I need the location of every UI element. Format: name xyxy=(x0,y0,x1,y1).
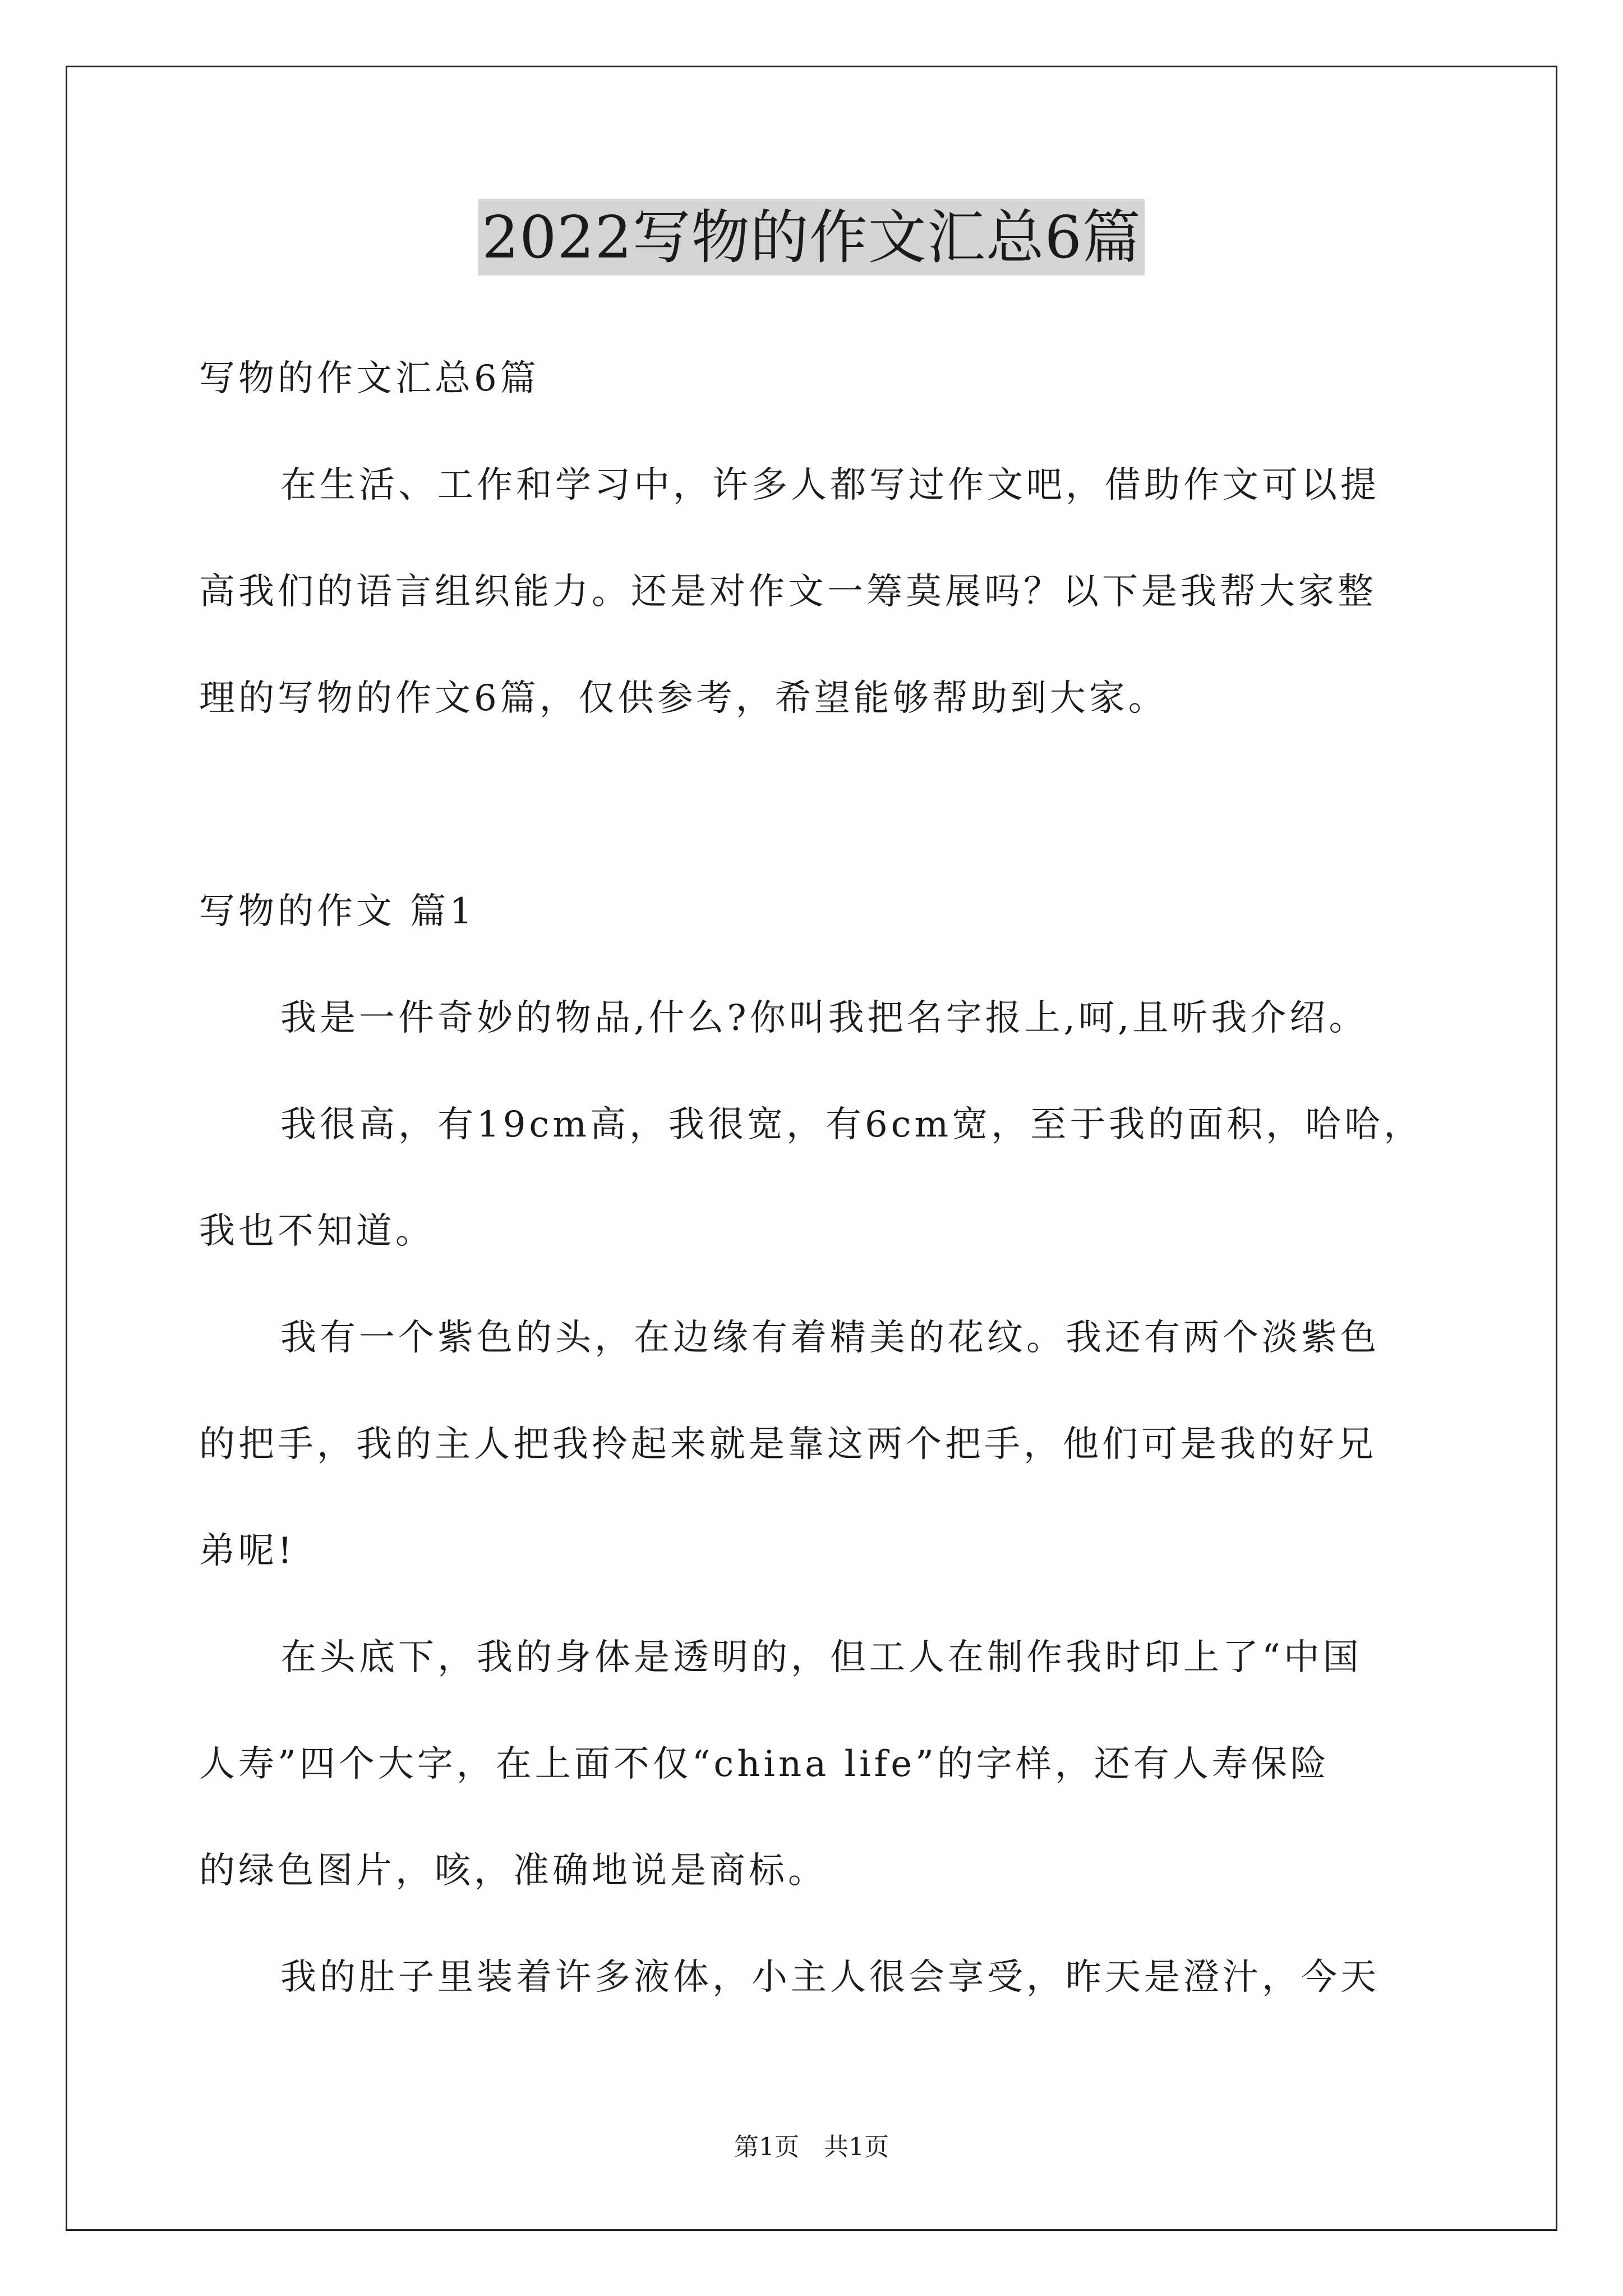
body-line-6: 弟呢! xyxy=(199,1530,296,1572)
intro-line-1: 在生活、工作和学习中，许多人都写过作文吧，借助作文可以提 xyxy=(280,464,1380,506)
body-line-10: 我的肚子里装着许多液体，小主人很会享受，昨天是澄汁，今天 xyxy=(280,1957,1380,1998)
intro-line-3: 理的写物的作文6篇，仅供参考，希望能够帮助到大家。 xyxy=(199,678,1168,719)
body-line-4: 我有一个紫色的头，在边缘有着精美的花纹。我还有两个淡紫色 xyxy=(280,1317,1380,1359)
body-line-2: 我很高，有19cm高，我很宽，有6cm宽，至于我的面积，哈哈， xyxy=(280,1104,1423,1145)
body-line-8: 人寿”四个大字，在上面不仅“china life”的字样，还有人寿保险 xyxy=(199,1743,1330,1785)
body-line-1: 我是一件奇妙的物品,什么?你叫我把名字报上,呵,且听我介绍。 xyxy=(280,997,1368,1039)
page-footer: 第1页 共1页 xyxy=(734,2133,889,2161)
document-subtitle: 写物的作文汇总6篇 xyxy=(199,358,540,399)
intro-line-2: 高我们的语言组织能力。还是对作文一筹莫展吗？以下是我帮大家整 xyxy=(199,571,1377,613)
body-line-3: 我也不知道。 xyxy=(199,1211,435,1252)
title-container xyxy=(0,199,1623,275)
body-line-7: 在头底下，我的身体是透明的，但工人在制作我时印上了“中国 xyxy=(280,1637,1362,1678)
document-title: 2022写物的作文汇总6篇 xyxy=(478,199,1145,275)
section-heading: 写物的作文 篇1 xyxy=(199,891,476,932)
body-line-9: 的绿色图片，咳，准确地说是商标。 xyxy=(199,1850,827,1892)
body-line-5: 的把手，我的主人把我拎起来就是靠这两个把手，他们可是我的好兄 xyxy=(199,1424,1377,1465)
